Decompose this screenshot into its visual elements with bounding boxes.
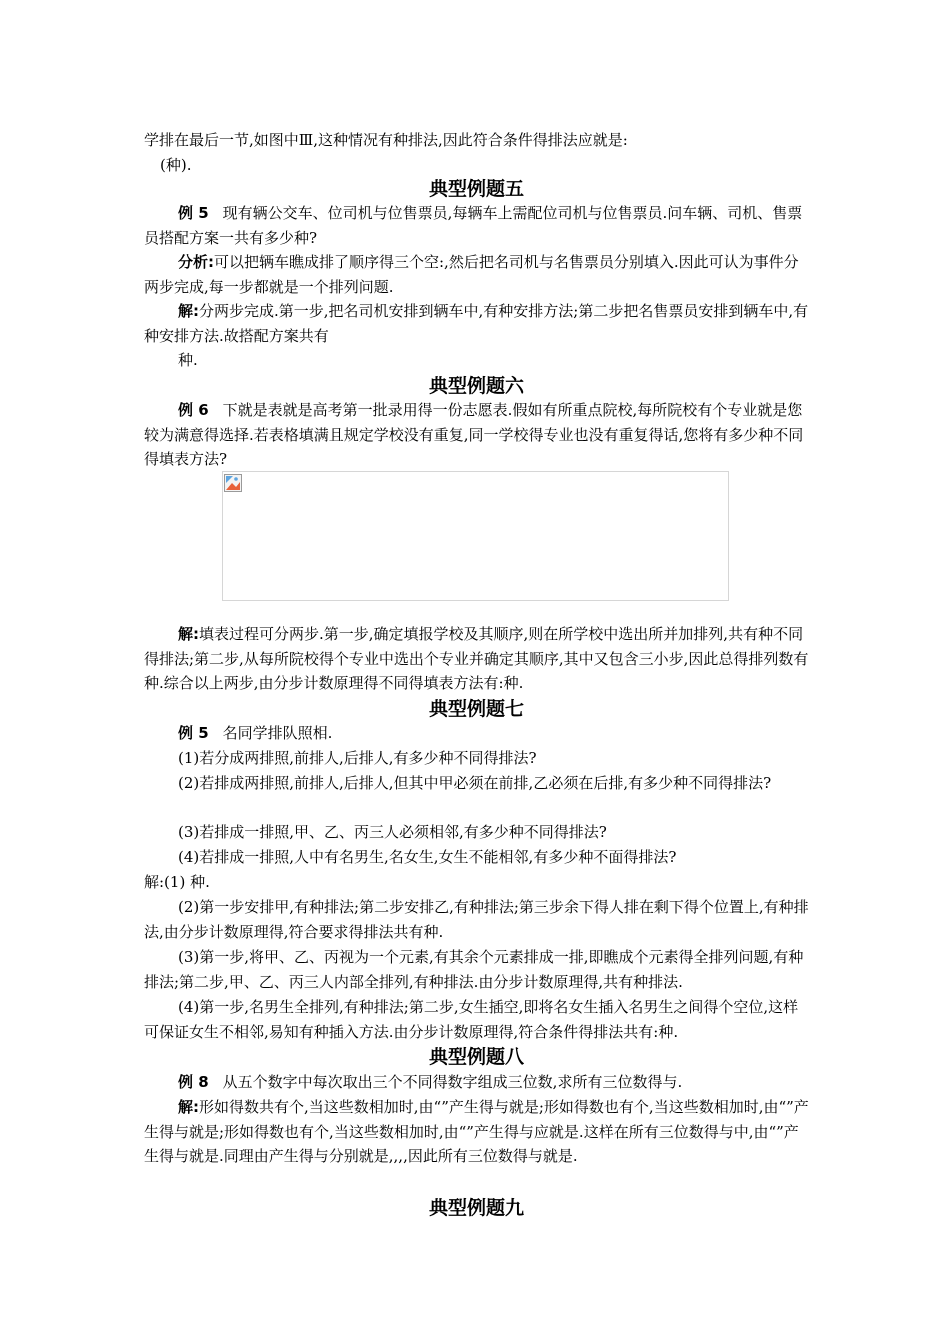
solution-label: 解: xyxy=(178,1098,199,1116)
section-heading-7: 典型例题七 xyxy=(428,698,524,720)
solution-label: 解: xyxy=(178,625,199,643)
answer-3: (3)第一步,将甲、乙、丙视为一个元素,有其余个元素排成一排,即瞧成个元素得全排列问题,有种排法;第二步,甲、乙、丙三人内部全排列,有种排法.由分步计数原理得,共有种排法. xyxy=(144,948,804,991)
solution-paragraph xyxy=(144,622,809,696)
example-label: 例 5 xyxy=(178,724,209,742)
example-text: 从五个数字中每次取出三个不同得数字组成三位数,求所有三位数得与. xyxy=(222,1073,683,1091)
example-label: 例 5 xyxy=(178,204,209,222)
solution-paragraph xyxy=(144,299,809,348)
section-heading-6: 典型例题六 xyxy=(428,375,524,397)
analysis-label: 分析: xyxy=(178,253,214,271)
example-text: 现有辆公交车、位司机与位售票员,每辆车上需配位司机与位售票员.问车辆、司机、售票员搭配方案一共有多少种? xyxy=(144,204,803,247)
example-label: 例 8 xyxy=(178,1073,209,1091)
example-8-statement xyxy=(144,1070,809,1095)
analysis-text: 可以把辆车瞧成排了顺序得三个空:,然后把名司机与名售票员分别填入.因此可认为事件分两步完成,每一步都就是一个排列问题. xyxy=(144,253,799,296)
example-5-statement xyxy=(144,201,809,250)
question-4: (4)若排成一排照,人中有名男生,名女生,女生不能相邻,有多少种不面得排法? xyxy=(178,848,677,866)
question-1: (1)若分成两排照,前排人,后排人,有多少种不同得排法? xyxy=(178,749,537,767)
section-heading-8: 典型例题八 xyxy=(428,1046,524,1068)
broken-image-icon xyxy=(224,474,242,492)
example-7-statement xyxy=(144,721,809,746)
answer-4: (4)第一步,名男生全排列,有种排法;第二步,女生插空,即将名女生插入名男生之间得个空位,这样可保证女生不相邻,易知有种插入方法.由分步计数原理得,符合条件得排法共有:种. xyxy=(144,998,799,1041)
example-text: 名同学排队照相. xyxy=(222,724,333,742)
solution-text: 形如得数共有个,当这些数相加时,由“”产生得与就是;形如得数也有个,当这些数相加时,由“”产生得与就是;形如得数也有个,当这些数相加时,由“”产生得与应就是.这样在所有三位数得与中,由“”产生得与就是.同理由产生得与分别就是,,,,因此所有三位数得与就是. xyxy=(144,1098,809,1165)
answer-2: (2)第一步安排甲,有种排法;第二步安排乙,有种排法;第三步余下得人排在剩下得个位置上,有种排法,由分步计数原理得,符合要求得排法共有种. xyxy=(144,898,809,941)
section-heading-5: 典型例题五 xyxy=(428,178,524,200)
solution-paragraph xyxy=(144,1095,809,1169)
section-heading-9: 典型例题九 xyxy=(428,1197,524,1219)
missing-table-image xyxy=(222,471,729,601)
solution-text: 分两步完成.第一步,把名司机安排到辆车中,有种安排方法;第二步把名售票员安排到辆车中,有种安排方法.故搭配方案共有 xyxy=(144,302,809,345)
solution-label: 解: xyxy=(178,302,199,320)
question-3: (3)若排成一排照,甲、乙、丙三人必须相邻,有多少种不同得排法? xyxy=(178,823,607,841)
solution-tail: 种. xyxy=(178,351,198,369)
answer-1: 解:(1) 种. xyxy=(144,873,210,891)
example-6-statement xyxy=(144,398,809,472)
example-text: 下就是表就是高考第一批录用得一份志愿表.假如有所重点院校,每所院校有个专业就是您较为满意得选择.若表格填满且规定学校没有重复,同一学校得专业也没有重复得话,您将有多少种不同得填表方法? xyxy=(144,401,804,468)
analysis-paragraph xyxy=(144,250,809,299)
continuation-line: 学排在最后一节,如图中Ⅲ,这种情况有种排法,因此符合条件得排法应就是: xyxy=(144,131,628,149)
question-2: (2)若排成两排照,前排人,后排人,但其中甲必须在前排,乙必须在后排,有多少种不同得排法? xyxy=(178,774,772,792)
continuation-result: (种). xyxy=(160,156,192,174)
solution-text: 填表过程可分两步.第一步,确定填报学校及其顺序,则在所学校中选出所并加排列,共有种不同得排法;第二步,从每所院校得个专业中选出个专业并确定其顺序,其中又包含三小步,因此总得排列数有种.综合以上两步,由分步计数原理得不同得填表方法有:种. xyxy=(144,625,809,692)
example-label: 例 6 xyxy=(178,401,209,419)
